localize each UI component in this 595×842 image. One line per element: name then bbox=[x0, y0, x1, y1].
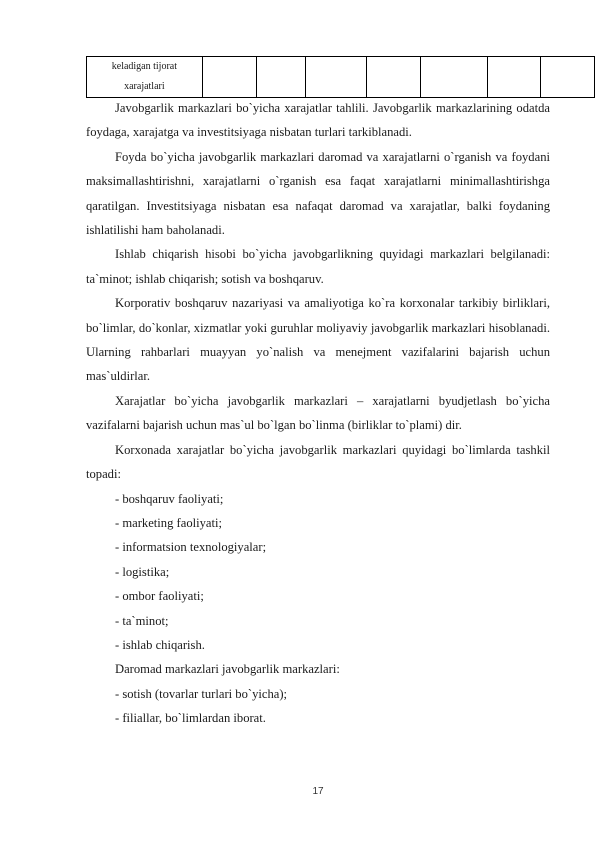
list-item: - boshqaruv faoliyati; bbox=[115, 491, 224, 506]
list-item: - filiallar, bo`limlardan iborat. bbox=[115, 711, 266, 726]
table-cell-empty bbox=[257, 57, 306, 98]
table-row-label-line1: keladigan tijorat bbox=[111, 61, 178, 72]
paragraph-responsibility-analysis: Javobgarlik markazlari bo`yicha xarajatlar tahlili. Javobgarlik markazlarining odatda foydaga, xarajatga va investitsiyaga nisbatan turlari tarkiblanadi. bbox=[86, 101, 550, 140]
list-item: - ishlab chiqarish. bbox=[115, 637, 205, 652]
table-cell-empty bbox=[421, 57, 487, 98]
list-item: - informatsion texnologiyalar; bbox=[115, 540, 267, 555]
list-item: - sotish (tovarlar turlari bo`yicha); bbox=[115, 686, 288, 701]
paragraph-cost-centers-definition: Xarajatlar bo`yicha javobgarlik markazlari – xarajatlarni byudjetlash bo`yicha vazifalarni bajarish uchun mas`ul bo`lgan bo`linma (birliklar to`plami) dir. bbox=[86, 393, 550, 433]
table-row-label bbox=[87, 57, 203, 98]
paragraph-production-centers: Ishlab chiqarish hisobi bo`yicha javobgarlikning quyidagi markazlari belgilanadi: ta`minot; ishlab chiqarish; sotish va boshqaruv. bbox=[86, 247, 550, 286]
paragraph-corporate-governance: Korporativ boshqaruv nazariyasi va amaliyotiga ko`ra korxonalar tarkibiy birliklari, bo`limlar, do`konlar, xizmatlar yoki guruhlar moliyaviy javobgarlik markazlari hisoblanadi. Ularning rahbarlari muayyan yo`nalish va menejment vazifalarini bajarish uchun mas`uldirlar. bbox=[86, 296, 550, 384]
table-cell-empty bbox=[487, 57, 541, 98]
list-item: - marketing faoliyati; bbox=[115, 515, 223, 530]
revenue-centers-heading: Daromad markazlari javobgarlik markazlari: bbox=[115, 662, 340, 677]
page-number: 17 bbox=[312, 786, 324, 797]
table-cell-empty bbox=[306, 57, 366, 98]
list-item: - ombor faoliyati; bbox=[115, 589, 204, 604]
expense-table-fragment bbox=[86, 56, 595, 98]
table-cell-empty bbox=[202, 57, 257, 98]
table-cell-empty bbox=[541, 57, 595, 98]
paragraph-cost-centers-intro: Korxonada xarajatlar bo`yicha javobgarlik markazlari quyidagi bo`limlarda tashkil topadi: bbox=[86, 442, 550, 482]
document-body bbox=[86, 96, 550, 731]
table-row-label-line2: xarajatlari bbox=[124, 81, 165, 92]
paragraph-profit-centers: Foyda bo`yicha javobgarlik markazlari daromad va xarajatlarni o`rganish va foydani maksimallashtirishni, xarajatlarni o`rganish esa faqat xarajatlarni minimallashtirishga qaratilgan. Investitsiyaga nisbatan esa nafaqat daromad va xarajatlar, balki foydaning ishlatilishi ham baholanadi. bbox=[86, 149, 550, 238]
list-item: - logistika; bbox=[115, 564, 170, 579]
list-item: - ta`minot; bbox=[115, 613, 169, 628]
table-cell-empty bbox=[366, 57, 421, 98]
table-row bbox=[87, 57, 595, 98]
